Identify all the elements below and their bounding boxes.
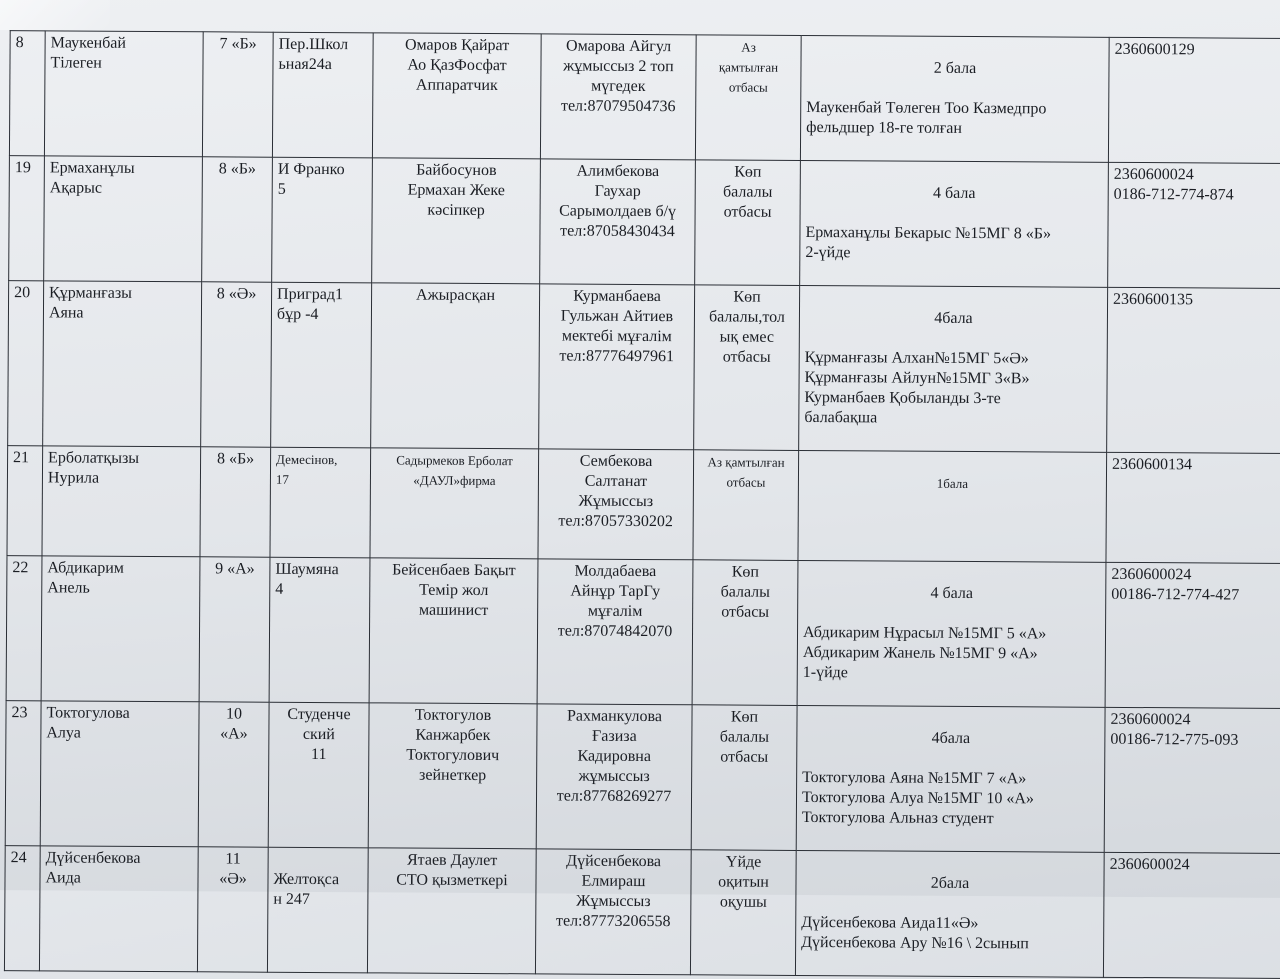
- father-cell: Ажырасқан: [371, 283, 540, 449]
- children-list: Токтогулова Аяна №15МГ 7 «А» Токтогулова Алуа №15МГ 10 «А» Токтогулова Альназ студент: [801, 768, 1035, 828]
- children-cell: [799, 285, 1108, 452]
- class-cell: 11 «Ә»: [197, 847, 268, 972]
- students-table: [4, 30, 1280, 979]
- student-name: Токтогулова Алуа: [40, 701, 199, 847]
- mother-cell: Сембекова Салтанат Жұмыссыз тел:87057330202: [538, 449, 694, 560]
- children-cell: [798, 450, 1107, 562]
- mother-cell: Молдабаева Айнұр ТарГу мұғалім тел:87074842070: [537, 559, 693, 705]
- children-list: Ермаханұлы Бекарыс №15МГ 8 «Б» 2-үйде: [805, 223, 1052, 262]
- table-row: [5, 701, 1280, 854]
- table-row: [4, 846, 1280, 979]
- father-cell: Байбосунов Ермахан Жеке кәсіпкер: [372, 158, 541, 284]
- mother-cell: Дүйсенбекова Елмираш Жұмыссыз тел:87773206558: [535, 849, 691, 975]
- children-cell: [800, 160, 1109, 287]
- table-row: [7, 446, 1280, 564]
- address-cell: Желтоқса н 247: [267, 847, 368, 973]
- id-numbers-cell: 2360600134: [1106, 452, 1280, 563]
- class-cell: 7 «Б»: [202, 32, 273, 157]
- id-numbers-cell: 2360600129: [1108, 37, 1280, 163]
- mother-cell: Курманбаева Гульжан Айтиев мектебі мұғалім тел:87776497961: [539, 284, 695, 450]
- children-list: Абдикарим Нұрасыл №15МГ 5 «А» Абдикарим Жанель №15МГ 9 «А» 1-үйде: [802, 623, 1047, 682]
- class-cell: 8 «Ә»: [201, 282, 272, 447]
- id-numbers-cell: 2360600024: [1103, 852, 1280, 978]
- address-cell: Шаумяна 4: [269, 557, 370, 703]
- family-status-cell: Үйде оқитын оқушы: [690, 850, 796, 976]
- family-status-cell: Аз қамтылған отбасы: [693, 450, 799, 561]
- address-cell: Демесінов, 17: [270, 447, 371, 558]
- class-cell: 8 «Б»: [200, 447, 271, 557]
- row-number: 24: [4, 846, 40, 971]
- family-status-cell: Көп балалы отбасы: [695, 160, 801, 286]
- row-number: 8: [9, 31, 45, 156]
- children-list: Дүйсенбекова Аида11«Ә» Дүйсенбекова Ару №16 \ 2сынып: [801, 913, 1029, 953]
- children-list: Маукенбай Төлеген Тоо Казмедпро фельдшер 18-ге толған: [806, 98, 1047, 137]
- children-cell: [800, 35, 1109, 162]
- children-count: 4 бала: [930, 584, 974, 603]
- id-numbers-cell: 2360600024 00186-712-775-093: [1104, 707, 1280, 853]
- address-cell: Студенче ский 11: [268, 702, 369, 848]
- mother-cell: Алимбекова Гаухар Сарымолдаев б/ү тел:87058430434: [540, 159, 696, 285]
- children-count: 4бала: [934, 309, 973, 328]
- father-cell: Омаров Қайрат Ао ҚазФосфат Аппаратчик: [372, 33, 541, 159]
- children-list: [804, 513, 1101, 515]
- mother-cell: Омарова Айгул жұмыссыз 2 топ мүгедек тел:87079504736: [540, 34, 696, 160]
- id-numbers-cell: 2360600024 00186-712-774-427: [1105, 562, 1280, 708]
- table-row: [6, 556, 1280, 709]
- id-numbers-cell: 2360600135: [1107, 287, 1280, 453]
- address-cell: И Франко 5: [272, 157, 373, 283]
- mother-cell: Рахманкулова Ғазиза Кадировна жұмыссыз тел:87768269277: [536, 704, 692, 850]
- family-status-cell: Көп балалы отбасы: [691, 705, 797, 851]
- address-cell: Пер.Школ ьная24а: [272, 32, 373, 158]
- children-cell: [795, 850, 1104, 977]
- paper-glare: [0, 0, 110, 31]
- table-row: [9, 156, 1280, 289]
- table-row: [9, 31, 1280, 164]
- father-cell: Токтогулов Канжарбек Токтогулович зейнеткер: [368, 703, 537, 849]
- children-count: 4 бала: [932, 184, 976, 203]
- father-cell: Ятаев Даулет СТО қызметкері: [367, 848, 536, 974]
- student-name: Маукенбай Тілеген: [44, 31, 203, 157]
- class-cell: 10 «А»: [198, 702, 269, 847]
- children-count: 2бала: [930, 874, 970, 892]
- family-status-cell: Аз қамтылған отбасы: [695, 35, 801, 161]
- student-name: Ерболатқызы Нурила: [42, 446, 201, 557]
- children-cell: [797, 560, 1106, 707]
- address-cell: Приград1 бұр -4: [271, 282, 372, 448]
- row-number: 21: [7, 446, 43, 556]
- children-cell: [796, 705, 1105, 852]
- children-count: 4бала: [931, 729, 971, 748]
- row-number: 19: [9, 156, 45, 281]
- children-list: Құрманғазы Алхан№15МГ 5«Ә» Құрманғазы Айлун№15МГ 3«В» Курманбаев Қобыланды 3-те балабақша: [804, 348, 1030, 427]
- family-status-cell: Көп балалы отбасы: [692, 560, 798, 706]
- id-numbers-cell: 2360600024 0186-712-774-874: [1108, 162, 1280, 288]
- class-cell: 8 «Б»: [202, 157, 273, 282]
- student-name: Құрманғазы Аяна: [43, 281, 202, 447]
- children-count: 1бала: [936, 475, 969, 491]
- father-cell: Садырмеков Ерболат «ДАУЛ»фирма: [370, 448, 539, 559]
- student-name: Ермаханұлы Ақарыс: [44, 156, 203, 282]
- student-name: Абдикарим Анель: [41, 556, 200, 702]
- family-status-cell: Көп балалы,тол ық емес отбасы: [694, 285, 800, 451]
- father-cell: Бейсенбаев Бақыт Темір жол машинист: [369, 558, 538, 704]
- row-number: 23: [5, 701, 41, 846]
- row-number: 20: [8, 281, 44, 446]
- row-number: 22: [6, 556, 42, 701]
- class-cell: 9 «А»: [199, 557, 270, 702]
- student-name: Дүйсенбекова Аида: [39, 846, 198, 972]
- children-count: 2 бала: [933, 59, 977, 78]
- table-row: [8, 281, 1280, 454]
